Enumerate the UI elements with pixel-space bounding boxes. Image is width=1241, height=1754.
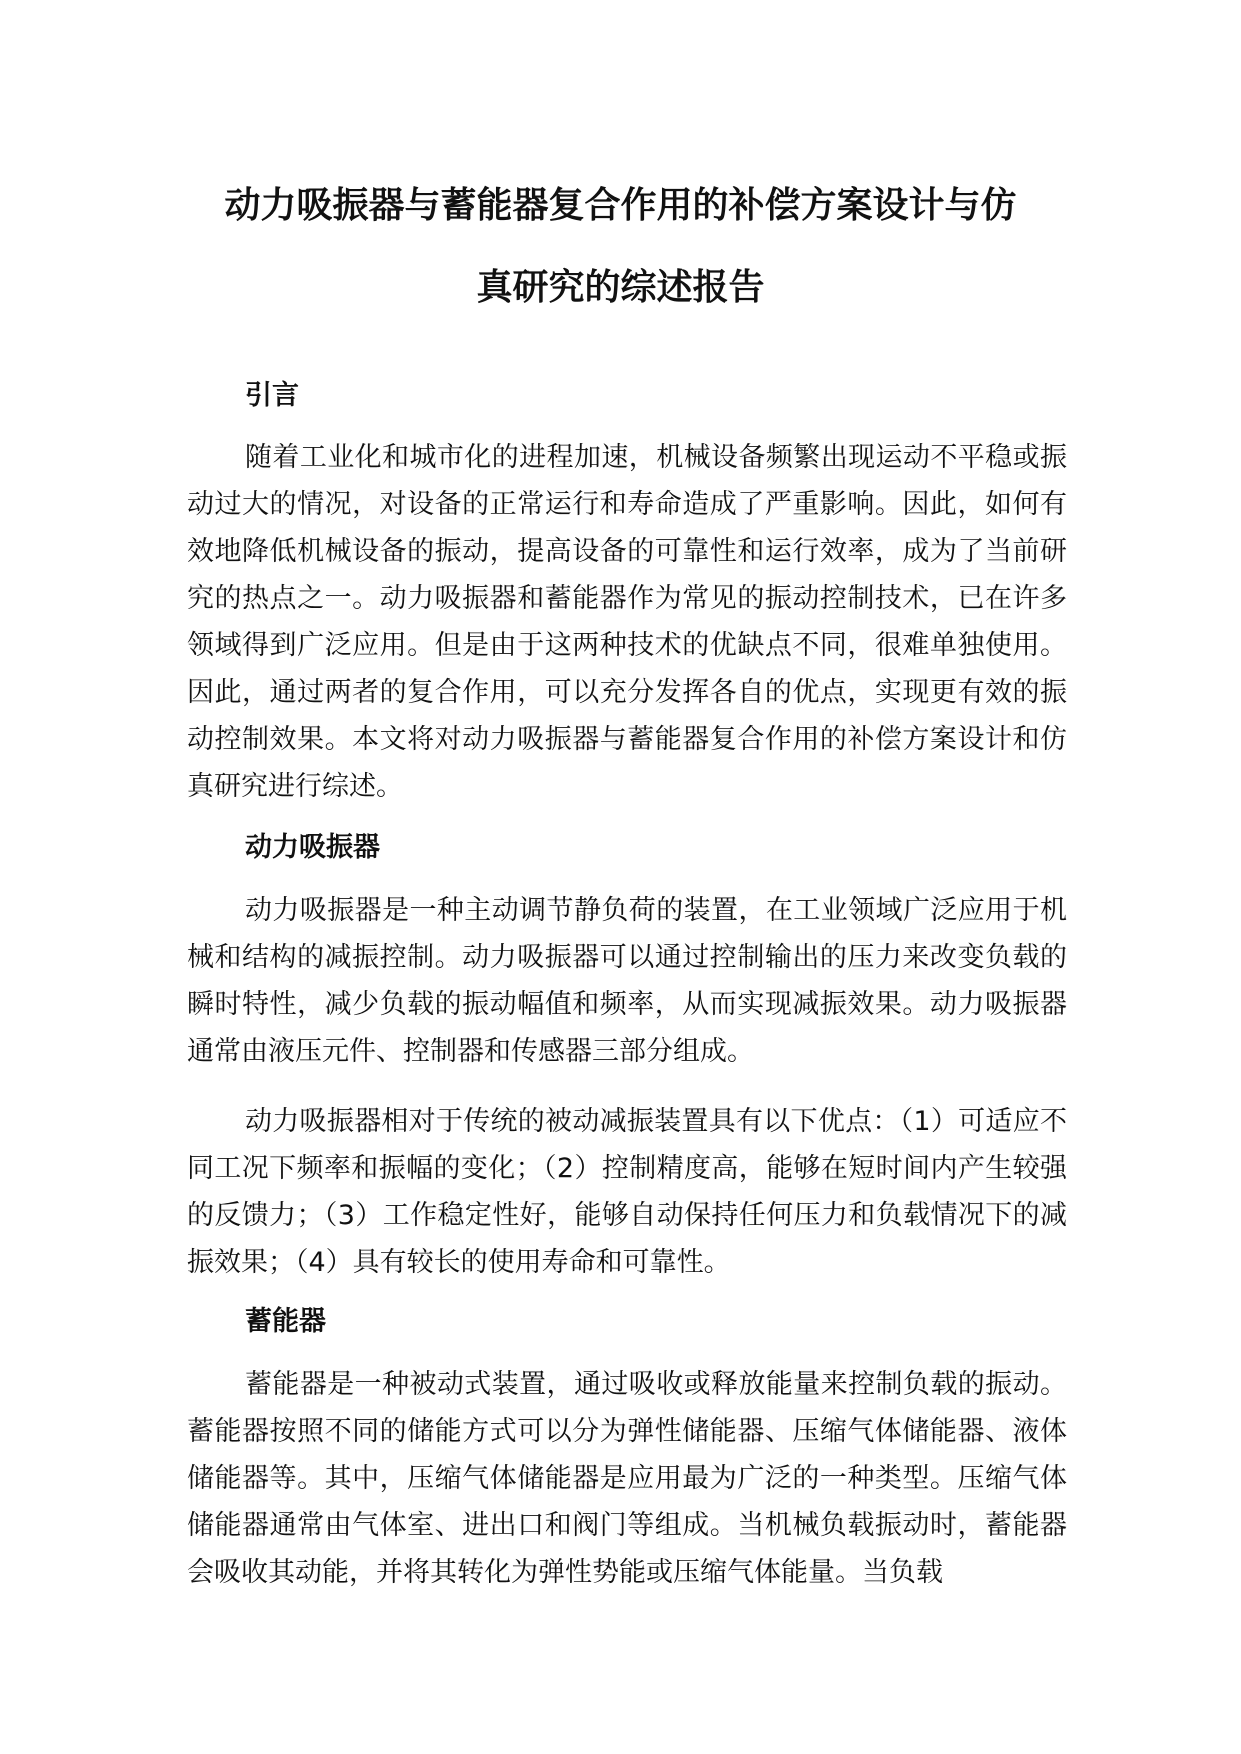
section-heading-accumulator: 蓄能器 bbox=[245, 1306, 326, 1337]
paragraph-dynamic-absorber-2: 动力吸振器相对于传统的被动减振装置具有以下优点：（1）可适应不同工况下频率和振幅的变化；（2）控制精度高，能够在短时间内产生较强的反馈力；（3）工作稳定性好，能够自动保持任何压力和负载情况下的减振效果；（4）具有较长的使用寿命和可靠性。 bbox=[187, 1106, 1067, 1278]
paragraph-dynamic-absorber-1: 动力吸振器是一种主动调节静负荷的装置，在工业领域广泛应用于机械和结构的减振控制。动力吸振器可以通过控制输出的压力来改变负载的瞬时特性，减少负载的振动幅值和频率，从而实现减振效果。动力吸振器通常由液压元件、控制器和传感器三部分组成。 bbox=[187, 895, 1067, 1067]
paragraph-accumulator-1: 蓄能器是一种被动式装置，通过吸收或释放能量来控制负载的振动。蓄能器按照不同的储能方式可以分为弹性储能器、压缩气体储能器、液体储能器等。其中，压缩气体储能器是应用最为广泛的一种类型。压缩气体储能器通常由气体室、进出口和阀门等组成。当机械负载振动时，蓄能器会吸收其动能，并将其转化为弹性势能或压缩气体能量。当负载 bbox=[187, 1369, 1067, 1588]
section-heading-dynamic-absorber: 动力吸振器 bbox=[245, 832, 380, 863]
paragraph-introduction: 随着工业化和城市化的进程加速，机械设备频繁出现运动不平稳或振动过大的情况，对设备的正常运行和寿命造成了严重影响。因此，如何有效地降低机械设备的振动，提高设备的可靠性和运行效率，成为了当前研究的热点之一。动力吸振器和蓄能器作为常见的振动控制技术，已在许多领域得到广泛应用。但是由于这两种技术的优缺点不同，很难单独使用。因此，通过两者的复合作用，可以充分发挥各自的优点，实现更有效的振动控制效果。本文将对动力吸振器与蓄能器复合作用的补偿方案设计和仿真研究进行综述。 bbox=[187, 442, 1067, 802]
document-title-line-2: 真研究的综述报告 bbox=[476, 267, 765, 308]
section-heading-introduction: 引言 bbox=[245, 380, 299, 411]
document-title-line-1: 动力吸振器与蓄能器复合作用的补偿方案设计与仿 bbox=[224, 185, 1017, 226]
